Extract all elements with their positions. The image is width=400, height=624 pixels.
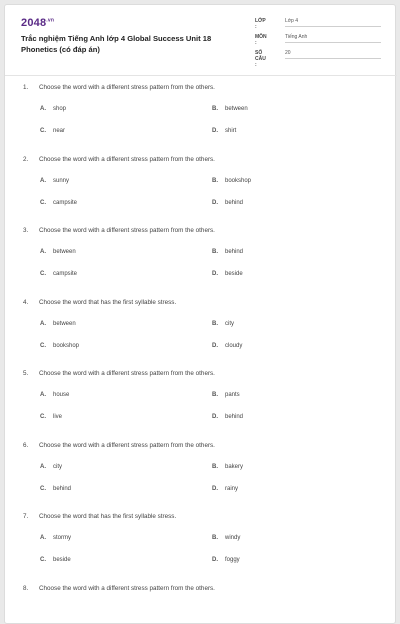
question-number: 1.: [23, 84, 29, 91]
option-text: bookshop: [53, 342, 80, 349]
option-text: live: [53, 414, 63, 420]
meta-label: MÔN :: [255, 34, 267, 46]
question-number: 6.: [23, 441, 29, 449]
site-logo[interactable]: [21, 17, 54, 29]
answer-option[interactable]: [40, 321, 76, 327]
answer-option[interactable]: [40, 200, 77, 206]
option-text: foggy: [225, 557, 240, 563]
answer-option[interactable]: [40, 343, 79, 349]
answer-option[interactable]: [40, 414, 62, 420]
meta-value: Tiếng Anh: [285, 34, 381, 43]
page-title: Trắc nghiệm Tiếng Anh lớp 4 Global Success Unit 18 Phonetics (có đáp án): [21, 34, 212, 54]
question-stem: [23, 513, 176, 520]
answer-option[interactable]: [212, 535, 240, 541]
answer-option[interactable]: [212, 321, 234, 327]
option-text: windy: [225, 535, 241, 541]
answer-option[interactable]: [40, 106, 66, 112]
header-divider: [5, 75, 397, 76]
answer-option[interactable]: [40, 535, 71, 541]
option-text: shop: [53, 106, 67, 112]
option-letter: A.: [40, 535, 46, 541]
option-text: between: [53, 249, 76, 255]
option-letter: C.: [40, 557, 46, 563]
question-number: 4.: [23, 298, 29, 306]
question-number: 2.: [23, 155, 29, 163]
option-letter: D.: [212, 271, 218, 277]
option-letter: A.: [40, 106, 46, 112]
option-letter: C.: [40, 485, 46, 492]
answer-option[interactable]: [40, 128, 65, 134]
question-text: Choose the word with a different stress pattern from the others.: [39, 370, 215, 377]
answer-option[interactable]: [212, 106, 248, 112]
option-text: campsite: [53, 271, 78, 277]
question-text: Choose the word with a different stress pattern from the others.: [39, 227, 215, 234]
option-letter: C.: [40, 414, 46, 420]
question-text: Choose the word that has the first syllable stress.: [39, 513, 177, 520]
option-letter: B.: [212, 535, 218, 541]
meta-value: Lớp 4: [285, 18, 381, 27]
option-letter: B.: [212, 106, 218, 112]
answer-option[interactable]: [212, 249, 243, 255]
option-text: beside: [53, 557, 71, 563]
option-letter: B.: [212, 249, 218, 255]
option-text: pants: [225, 392, 240, 398]
option-text: cloudy: [225, 342, 243, 349]
answer-option[interactable]: [212, 343, 242, 349]
answer-option[interactable]: [40, 178, 69, 184]
option-letter: D.: [212, 485, 218, 492]
question-stem: [23, 585, 215, 592]
question-text: Choose the word that has the first syllable stress.: [39, 298, 177, 306]
question-number: 5.: [23, 370, 29, 377]
question-text: Choose the word with a different stress pattern from the others.: [39, 584, 215, 592]
option-text: shirt: [225, 128, 237, 134]
meta-label: LỚP :: [255, 18, 266, 30]
option-text: house: [53, 392, 70, 398]
option-letter: A.: [40, 249, 46, 255]
question-number: 8.: [23, 584, 29, 592]
answer-option[interactable]: [40, 392, 69, 398]
option-text: stormy: [53, 535, 71, 541]
option-letter: D.: [212, 199, 218, 206]
answer-option[interactable]: [212, 200, 243, 206]
option-letter: A.: [40, 463, 46, 470]
option-letter: C.: [40, 342, 46, 349]
answer-option[interactable]: [40, 557, 71, 563]
option-letter: C.: [40, 271, 46, 277]
option-text: bookshop: [225, 177, 252, 184]
option-letter: B.: [212, 392, 218, 398]
answer-option[interactable]: [40, 464, 62, 470]
answer-option[interactable]: [212, 414, 243, 420]
question-text: Choose the word with a different stress pattern from the others.: [39, 441, 215, 449]
answer-option[interactable]: [40, 249, 76, 255]
meta-value: 20: [285, 50, 381, 59]
question-text: Choose the word with a different stress pattern from the others.: [39, 155, 215, 163]
option-text: behind: [53, 485, 72, 492]
question-stem: [23, 227, 215, 234]
option-text: rainy: [225, 485, 239, 492]
option-text: behind: [225, 249, 244, 255]
option-letter: C.: [40, 199, 46, 206]
option-letter: A.: [40, 392, 46, 398]
question-stem: [23, 370, 215, 377]
option-text: beside: [225, 271, 243, 277]
answer-option[interactable]: [212, 557, 240, 563]
question-number: 7.: [23, 513, 29, 520]
answer-option[interactable]: [212, 392, 240, 398]
answer-option[interactable]: [212, 178, 251, 184]
answer-option[interactable]: [40, 271, 77, 277]
option-letter: D.: [212, 557, 218, 563]
question-text: Choose the word with a different stress pattern from the others.: [39, 84, 215, 91]
option-text: near: [53, 128, 66, 134]
option-letter: D.: [212, 414, 218, 420]
question-number: 3.: [23, 227, 29, 234]
option-text: sunny: [53, 177, 70, 184]
answer-option[interactable]: [212, 464, 243, 470]
answer-option[interactable]: [212, 128, 236, 134]
option-letter: D.: [212, 342, 218, 349]
option-letter: A.: [40, 177, 46, 184]
option-text: behind: [225, 199, 244, 206]
option-text: between: [225, 106, 248, 112]
answer-option[interactable]: [212, 271, 243, 277]
option-text: city: [53, 463, 62, 470]
option-letter: B.: [212, 177, 218, 184]
question-stem: [23, 156, 215, 163]
logo-text: 2048: [21, 17, 47, 29]
option-text: campsite: [53, 199, 78, 206]
option-letter: A.: [40, 320, 46, 327]
question-stem: [23, 442, 215, 449]
option-text: bakery: [225, 463, 244, 470]
option-letter: C.: [40, 128, 46, 134]
option-letter: D.: [212, 128, 218, 134]
option-text: between: [53, 320, 76, 327]
worksheet-page: [4, 4, 396, 624]
meta-label: SỐ CÂU :: [255, 50, 266, 68]
option-letter: B.: [212, 320, 218, 327]
option-letter: B.: [212, 463, 218, 470]
option-text: behind: [225, 414, 244, 420]
worksheet-header: [5, 5, 397, 75]
question-stem: [23, 84, 215, 91]
answer-option[interactable]: [212, 486, 238, 492]
question-stem: [23, 299, 176, 306]
logo-suffix: .vn: [46, 17, 55, 24]
option-text: city: [225, 320, 234, 327]
answer-option[interactable]: [40, 486, 71, 492]
